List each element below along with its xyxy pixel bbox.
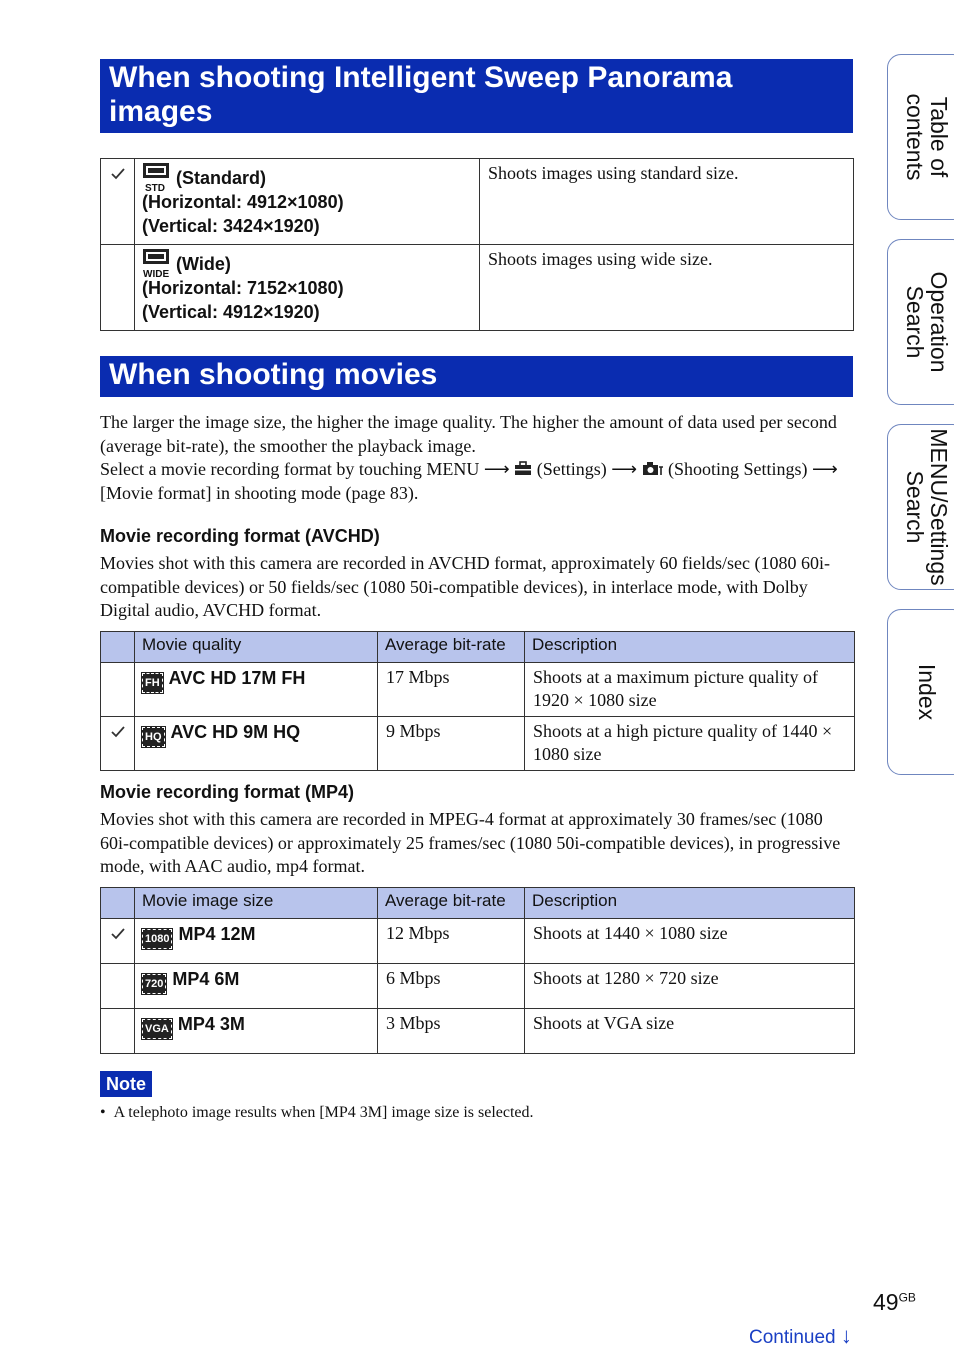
note-text: A telephoto image results when [MP4 3M] image size is selected. (113, 1104, 534, 1121)
header-bitrate: Average bit-rate (378, 888, 525, 919)
mp4-text: Movies shot with this camera are recorded in MPEG-4 format at approximately 30 frames/sec (1080 60i-compatible devices) or approximately 25 frames/sec (1080 50i-compatible devices), in progressive mode, with AAC audio, mp4 format. (100, 809, 841, 876)
panorama-wide-icon-label: WIDE (143, 269, 170, 280)
bitrate-cell: 6 Mbps (378, 964, 525, 1009)
bitrate-cell: 9 Mbps (378, 717, 525, 771)
quality-label: AVC HD 17M FH (168, 668, 306, 688)
section-heading-movies: When shooting movies (100, 356, 853, 397)
panorama-wide-desc: Shoots images using wide size. (480, 245, 854, 331)
tab-label: Table of contents (902, 93, 952, 181)
tab-label: Index (914, 663, 940, 721)
check-cell (101, 919, 135, 964)
tab-label: MENU/Settings Search (902, 428, 952, 586)
description-cell: Shoots at a maximum picture quality of 1920 × 1080 size (525, 663, 855, 717)
description-cell: Shoots at VGA size (525, 1009, 855, 1054)
movies-instruction (100, 458, 856, 505)
table-row (101, 245, 854, 331)
check-cell (101, 1009, 135, 1054)
size-1080-icon: 1080 (142, 929, 172, 949)
camera-settings-icon (642, 459, 664, 479)
page-number-value: 49 (873, 1289, 899, 1315)
table-row (101, 919, 855, 964)
mode-cell (135, 159, 480, 245)
fh-quality-icon: FH (142, 673, 163, 693)
tab-index[interactable] (887, 609, 954, 775)
mp4-subheading: Movie recording format (MP4) (100, 782, 355, 802)
panorama-standard-title: (Standard) (176, 168, 266, 188)
panorama-wide-horizontal: (Horizontal: 7152×1080) (142, 278, 344, 298)
checkmark-icon (110, 927, 126, 941)
avchd-table (100, 631, 855, 771)
panorama-wide-title: (Wide) (176, 254, 231, 274)
table-row (101, 663, 855, 717)
section-heading-panorama: When shooting Intelligent Sweep Panorama images (100, 59, 853, 133)
note-bullet (100, 1103, 534, 1123)
panorama-standard-icon (142, 162, 170, 194)
table-row (101, 1009, 855, 1054)
checkmark-icon (110, 167, 126, 181)
table-row (101, 159, 854, 245)
arrow-down-icon: ↓ (840, 1323, 852, 1348)
table-header-row (101, 888, 855, 919)
table-row (101, 964, 855, 1009)
note-label: Note (100, 1071, 152, 1097)
header-size: Movie image size (135, 888, 378, 919)
header-description: Description (525, 632, 855, 663)
size-720-icon: 720 (142, 974, 166, 994)
instruction-part-shooting: (Shooting Settings) (668, 459, 808, 479)
description-cell: Shoots at 1440 × 1080 size (525, 919, 855, 964)
toolbox-icon (514, 459, 532, 479)
header-check (101, 888, 135, 919)
description-cell: Shoots at a high picture quality of 1440 × 1080 size (525, 717, 855, 771)
panorama-standard-icon-label: STD (145, 183, 165, 194)
check-cell (101, 245, 135, 331)
mode-cell (135, 245, 480, 331)
panorama-wide-icon (142, 248, 170, 280)
header-description: Description (525, 888, 855, 919)
panorama-table (100, 158, 854, 331)
arrow-right-icon: ⟶ (812, 459, 838, 479)
checkmark-icon (110, 725, 126, 739)
instruction-part-settings: (Settings) (536, 459, 607, 479)
panorama-standard-desc: Shoots images using standard size. (480, 159, 854, 245)
check-cell (101, 159, 135, 245)
avchd-subheading: Movie recording format (AVCHD) (100, 526, 380, 546)
size-cell (135, 919, 378, 964)
panorama-standard-horizontal: (Horizontal: 4912×1080) (142, 192, 344, 212)
avchd-text: Movies shot with this camera are recorded in AVCHD format, approximately 60 fields/sec (1080 60i-compatible devices) or 50 fields/sec (1080 50i-compatible devices), in interlace mode, with Dolby Digital audio, AVCHD format. (100, 553, 830, 620)
size-cell (135, 1009, 378, 1054)
size-vga-icon: VGA (142, 1019, 172, 1039)
mp4-table (100, 887, 855, 1054)
header-check (101, 632, 135, 663)
header-quality: Movie quality (135, 632, 378, 663)
bitrate-cell: 3 Mbps (378, 1009, 525, 1054)
instruction-part-format: [Movie format] in shooting mode (page 83). (100, 482, 419, 503)
header-bitrate: Average bit-rate (378, 632, 525, 663)
description-cell: Shoots at 1280 × 720 size (525, 964, 855, 1009)
page-number (873, 1289, 916, 1316)
size-cell (135, 964, 378, 1009)
quality-label: AVC HD 9M HQ (170, 722, 301, 742)
movies-intro: The larger the image size, the higher the image quality. The higher the amount of data used per second (average bit-rate), the smoother the playback image. (100, 412, 837, 456)
bitrate-cell: 12 Mbps (378, 919, 525, 964)
continued-link[interactable] (749, 1323, 852, 1349)
tab-menu-settings-search[interactable] (887, 424, 954, 590)
check-cell (101, 663, 135, 717)
hq-quality-icon: HQ (142, 727, 165, 747)
instruction-part-menu: Select a movie recording format by touching MENU (100, 459, 480, 479)
bullet-icon: • (100, 1104, 114, 1121)
tab-table-of-contents[interactable] (887, 54, 954, 220)
table-row (101, 717, 855, 771)
continued-label: Continued (749, 1327, 836, 1348)
table-header-row (101, 632, 855, 663)
arrow-right-icon: ⟶ (483, 459, 510, 479)
bitrate-cell: 17 Mbps (378, 663, 525, 717)
size-label: MP4 3M (177, 1014, 245, 1034)
page-suffix: GB (898, 1290, 916, 1305)
quality-cell (135, 717, 378, 771)
tab-operation-search[interactable] (887, 239, 954, 405)
panorama-standard-vertical: (Vertical: 3424×1920) (142, 216, 320, 236)
arrow-right-icon: ⟶ (611, 459, 638, 479)
tab-label: Operation Search (902, 271, 952, 373)
panorama-wide-vertical: (Vertical: 4912×1920) (142, 302, 320, 322)
size-label: MP4 12M (178, 924, 256, 944)
check-cell (101, 964, 135, 1009)
quality-cell (135, 663, 378, 717)
check-cell (101, 717, 135, 771)
size-label: MP4 6M (172, 969, 240, 989)
